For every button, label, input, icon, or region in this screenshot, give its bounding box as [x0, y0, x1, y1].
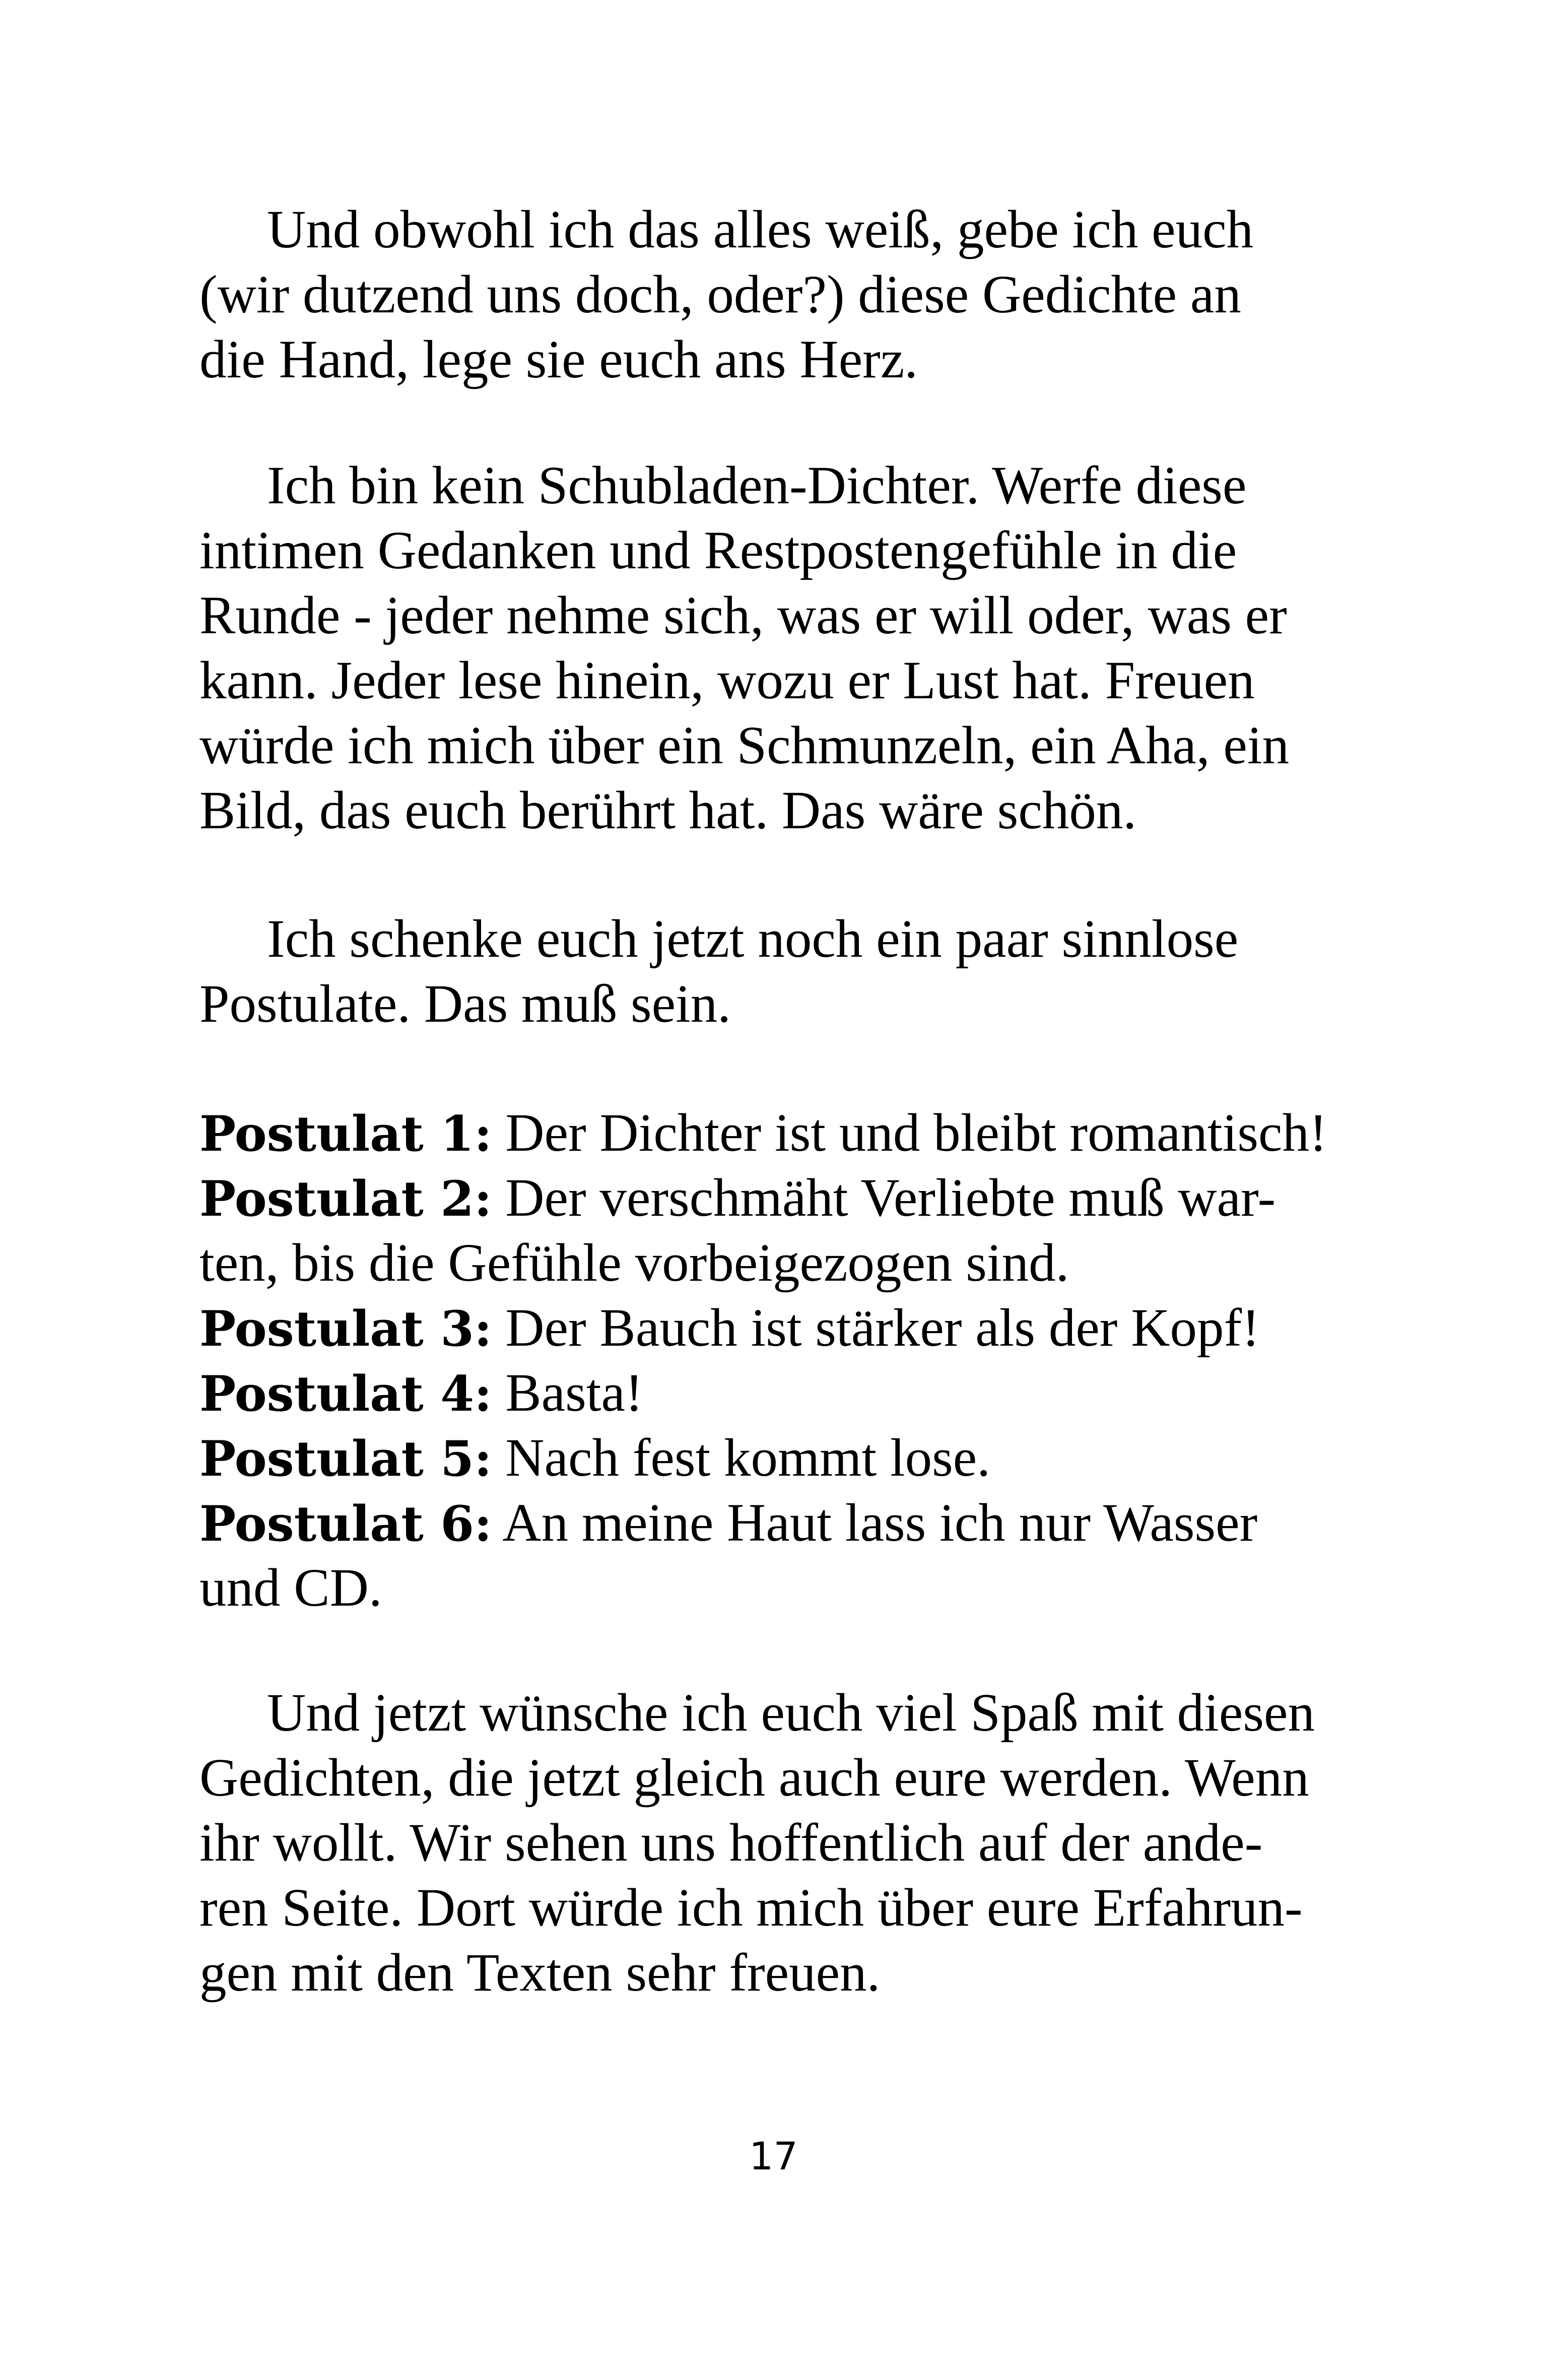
postulate-label: Postulat 6: [199, 1495, 492, 1552]
postulates-list [199, 1101, 1358, 1621]
paragraph-line: Ich bin kein Schubladen-Dichter. Werfe diese [267, 456, 1247, 515]
postulate-text: Nach fest kommt lose. [492, 1428, 991, 1488]
paragraph-line: Postulate. Das muß sein. [199, 974, 731, 1034]
paragraph-line: ren Seite. Dort würde ich mich über eure Erfahrun- [199, 1878, 1303, 1938]
paragraph-line: die Hand, lege sie euch ans Herz. [199, 330, 918, 389]
paragraph-line: Bild, das euch berührt hat. Das wäre schön. [199, 781, 1137, 840]
postulate-text: Basta! [492, 1363, 643, 1423]
paragraph-closing [199, 1681, 1358, 2006]
postulate-continuation: ten, bis die Gefühle vorbeigezogen sind. [199, 1233, 1069, 1293]
paragraph-line: Ich schenke euch jetzt noch ein paar sinnlose [267, 909, 1239, 969]
postulate-item [199, 1166, 1358, 1231]
postulate-text: Der verschmäht Verliebte muß war- [492, 1168, 1276, 1228]
paragraph-line: kann. Jeder lese hinein, wozu er Lust hat. Freuen [199, 651, 1255, 710]
postulate-item [199, 1296, 1358, 1361]
paragraph-intro [199, 197, 1358, 392]
paragraph-line: würde ich mich über ein Schmunzeln, ein Aha, ein [199, 716, 1290, 775]
postulate-text: Der Bauch ist stärker als der Kopf! [492, 1298, 1260, 1358]
postulate-text: Der Dichter ist und bleibt romantisch! [492, 1103, 1327, 1163]
paragraph-line: Gedichten, die jetzt gleich auch eure werden. Wenn [199, 1748, 1309, 1808]
postulate-continuation: und CD. [199, 1558, 382, 1618]
postulate-item [199, 1426, 1358, 1491]
page-number: 17 [749, 2134, 798, 2178]
postulate-item [199, 1491, 1358, 1556]
postulate-label: Postulat 3: [199, 1300, 492, 1357]
paragraph-postulates-intro [199, 907, 1358, 1037]
paragraph-line: ihr wollt. Wir sehen uns hoffentlich auf der ande- [199, 1813, 1263, 1873]
paragraph-line: Und jetzt wünsche ich euch viel Spaß mit diesen [267, 1683, 1315, 1743]
paragraph-line: Und obwohl ich das alles weiß, gebe ich euch [267, 200, 1254, 259]
postulate-text: An meine Haut lass ich nur Wasser [492, 1493, 1258, 1553]
paragraph-line: gen mit den Texten sehr freuen. [199, 1943, 881, 2003]
paragraph-line: intimen Gedanken und Restpostengefühle in die [199, 521, 1237, 580]
postulate-item [199, 1101, 1358, 1166]
paragraph-line: Runde - jeder nehme sich, was er will oder, was er [199, 586, 1287, 645]
postulate-label: Postulat 2: [199, 1170, 492, 1227]
paragraph-line: (wir dutzend uns doch, oder?) diese Gedichte an [199, 265, 1241, 324]
postulate-label: Postulat 1: [199, 1105, 492, 1162]
postulate-label: Postulat 5: [199, 1430, 492, 1487]
postulate-label: Postulat 4: [199, 1365, 492, 1422]
paragraph-schubladen [199, 453, 1358, 843]
postulate-item [199, 1361, 1358, 1426]
